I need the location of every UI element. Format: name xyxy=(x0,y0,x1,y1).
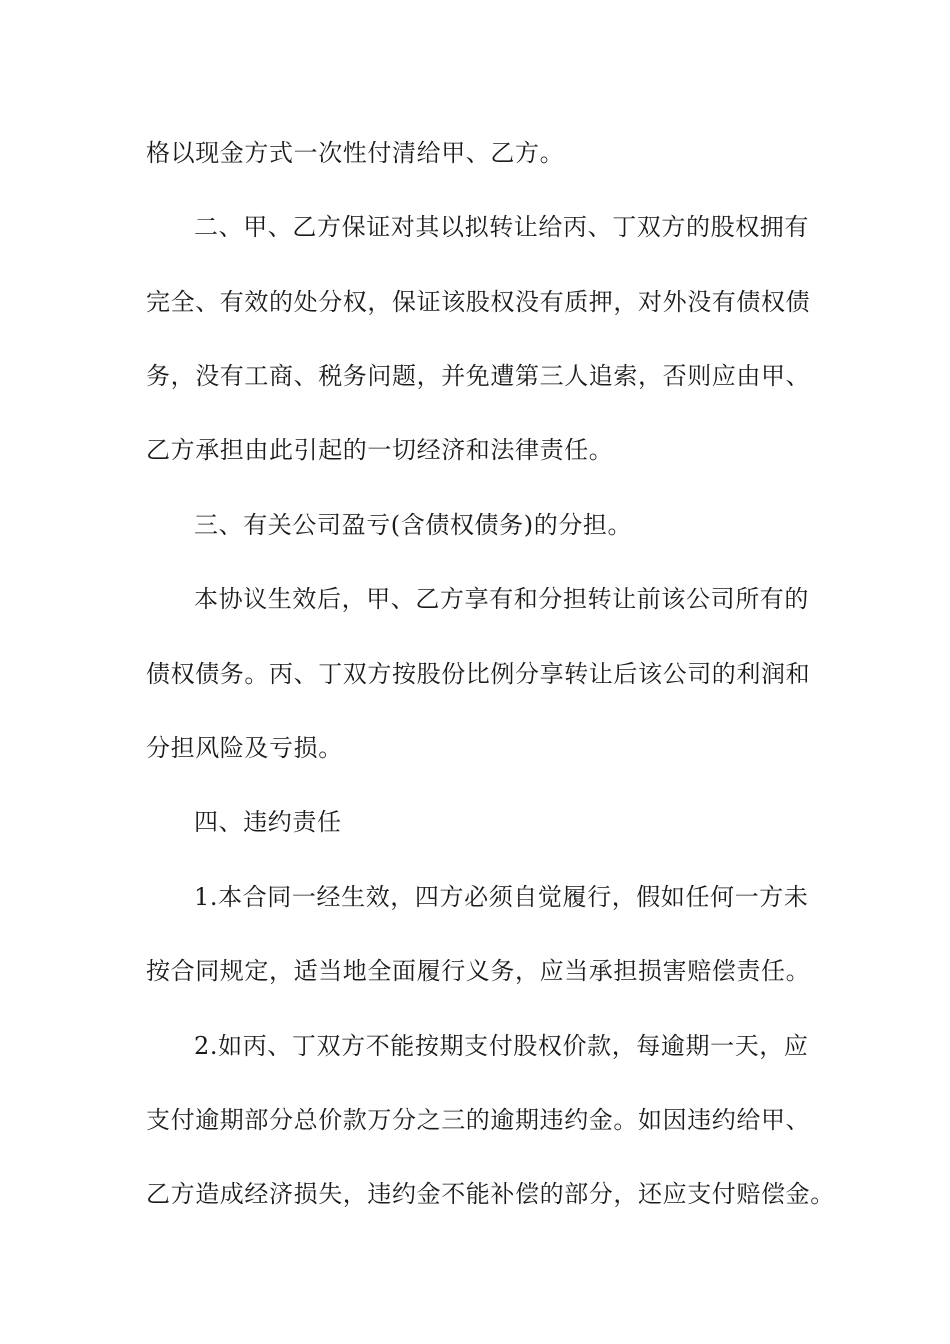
text-line: 乙方承担由此引起的一切经济和法律责任。 xyxy=(146,436,614,464)
paragraph-line: 本协议生效后，甲、乙方享有和分担转让前该公司所有的 xyxy=(194,585,809,613)
section-four-heading: 四、违约责任 xyxy=(194,808,342,836)
section-three-heading: 三、有关公司盈亏(含债权债务)的分担。 xyxy=(194,511,633,539)
text-line: 支付逾期部分总价款万分之三的逾期违约金。如因违约给甲、 xyxy=(146,1106,811,1134)
text-line: 务，没有工商、税务问题，并免遭第三人追索，否则应由甲、 xyxy=(146,362,811,390)
text-line: 完全、有效的处分权，保证该股权没有质押，对外没有债权债 xyxy=(146,288,811,316)
text-line: 按合同规定，适当地全面履行义务，应当承担损害赔偿责任。 xyxy=(146,957,811,985)
clause-two-line: 2.如丙、丁双方不能按期支付股权价款，每逾期一天，应 xyxy=(194,1032,809,1060)
text-line: 债权债务。丙、丁双方按股份比例分享转让后该公司的利润和 xyxy=(146,660,811,688)
text-line: 格以现金方式一次性付清给甲、乙方。 xyxy=(146,139,565,167)
paragraph-two-line: 二、甲、乙方保证对其以拟转让给丙、丁双方的股权拥有 xyxy=(194,213,809,241)
text-line: 乙方造成经济损失，违约金不能补偿的部分，还应支付赔偿金。 xyxy=(146,1180,835,1208)
text-line: 分担风险及亏损。 xyxy=(146,734,343,762)
clause-one-line: 1.本合同一经生效，四方必须自觉履行，假如任何一方未 xyxy=(194,883,809,911)
